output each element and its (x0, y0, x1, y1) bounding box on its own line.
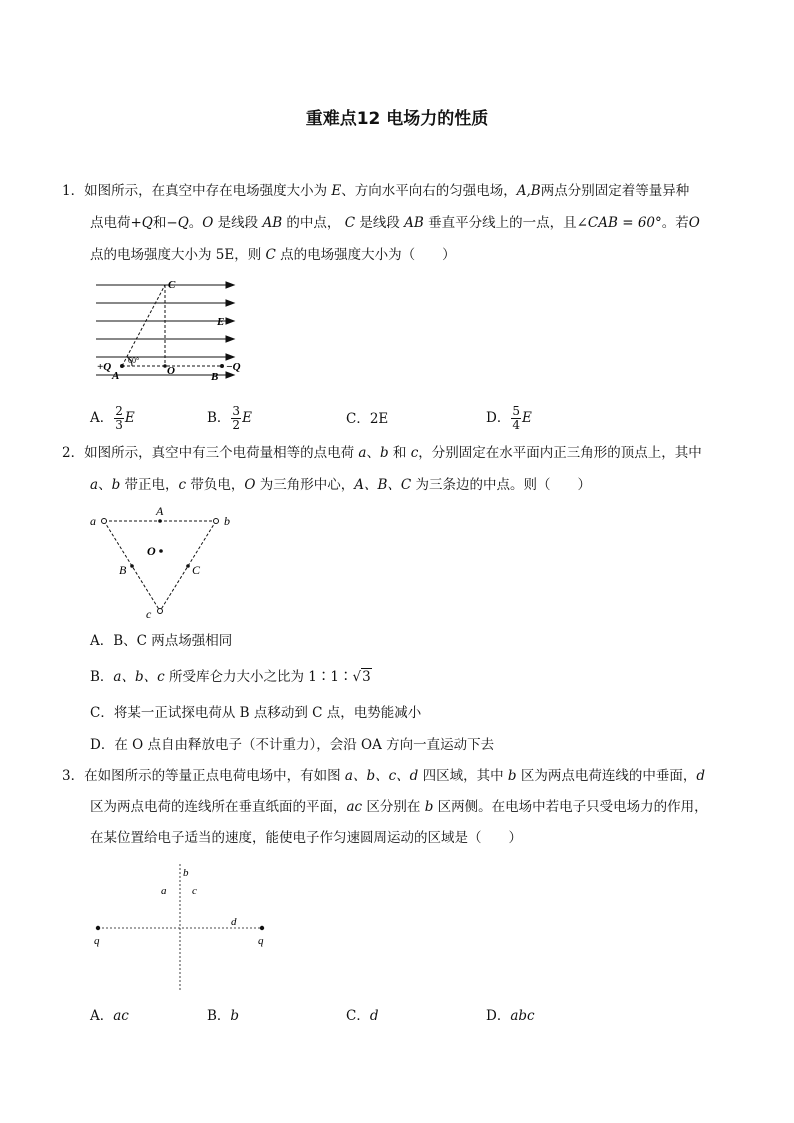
arrowhead (226, 354, 234, 360)
option-text: D．在 O 点自由释放电子（不计重力），会沿 OA 方向一直运动下去 (90, 737, 495, 753)
label-C: C (192, 563, 201, 577)
label-posQ: +Q (97, 361, 112, 373)
q1-text: 的中点， (282, 215, 345, 231)
label-A: A (156, 504, 164, 518)
q1-var-negQ: −Q (166, 215, 189, 231)
option-var: E (521, 410, 532, 426)
q2-var: c (178, 477, 187, 493)
segment-AC (122, 285, 165, 366)
numerator: 3 (232, 404, 241, 418)
q2-line-1 (62, 443, 702, 463)
q1-var-E: E (331, 183, 342, 199)
q3-text: 区为两点电荷的连线所在垂直纸面的平面， (90, 799, 347, 815)
option-var: d (369, 1008, 379, 1024)
option-var: ac (113, 1008, 129, 1024)
q3-text: 区分别在 (362, 799, 425, 815)
q1-option-b[interactable] (207, 405, 252, 432)
q1-text: 是线段 (213, 215, 263, 231)
fraction (114, 405, 124, 432)
label-c: c (192, 885, 197, 897)
point-B (220, 364, 224, 368)
q1-text: 。若 (661, 215, 689, 231)
label-C: C (168, 279, 176, 291)
q1-number: 1． (62, 183, 85, 199)
label-O: O (167, 365, 175, 377)
label-negQ: −Q (226, 361, 241, 373)
q2-number: 2． (62, 445, 85, 461)
q3-text: 在如图所示的等量正点电荷电场中，有如图 (84, 768, 345, 784)
charge-q-right (260, 926, 264, 930)
label-B: B (119, 563, 127, 577)
q1-text: 、方向水平向右的匀强电场， (341, 183, 517, 199)
option-letter: B． (90, 669, 114, 685)
q1-line-1 (62, 181, 689, 201)
arrowhead (226, 282, 234, 288)
option-vars: a、b、c (113, 669, 165, 685)
numerator: 5 (512, 404, 520, 418)
q1-var-O: O (202, 215, 214, 231)
option-letter: D． (486, 1008, 511, 1024)
q1-text: 和 (152, 215, 167, 231)
option-text: C．2E (346, 411, 389, 427)
numerator: 2 (115, 404, 123, 418)
q2-var: O (244, 477, 256, 493)
q1-text: 垂直平分线上的一点，且 (423, 215, 577, 231)
label-a: a (90, 514, 96, 528)
q1-text: 。 (188, 215, 203, 231)
q1-var-AB: AB (404, 215, 424, 231)
point-O (159, 549, 163, 553)
q3-option-c[interactable] (346, 1006, 379, 1026)
q1-text: 点的电场强度大小为（ ） (275, 247, 456, 263)
q2-var: a (358, 445, 367, 461)
q1-option-d[interactable] (486, 405, 532, 432)
q1-var-posQ: +Q (130, 215, 153, 231)
label-d: d (231, 916, 237, 928)
q2-var: b (379, 445, 389, 461)
denominator: 4 (512, 418, 520, 432)
q2-text: 如图所示，真空中有三个电荷量相等的点电荷 (84, 445, 359, 461)
q2-text: 带负电， (186, 477, 245, 493)
arrowhead (226, 318, 234, 324)
q2-line-2 (90, 475, 591, 495)
q2-text: 、 (98, 477, 112, 493)
q2-text: 、 (366, 445, 380, 461)
point-C (186, 564, 190, 568)
option-letter: C． (346, 1008, 370, 1024)
label-b: b (183, 867, 189, 879)
option-letter: B． (207, 410, 231, 426)
q2-option-c[interactable] (90, 703, 421, 723)
q3-text: 区为两点电荷连线的中垂面， (516, 768, 697, 784)
q3-option-a[interactable] (90, 1006, 129, 1026)
q1-text: 两点分别固定着等量异种 (540, 183, 690, 199)
q3-line-2 (90, 797, 708, 817)
point-A (120, 364, 124, 368)
option-var: E (242, 410, 252, 426)
option-var: abc (510, 1008, 535, 1024)
option-text: C．将某一正试探电荷从 B 点移动到 C 点，电势能减小 (90, 705, 422, 721)
q2-var: b (111, 477, 121, 493)
q3-line-1 (62, 766, 705, 786)
option-letter: D． (486, 410, 511, 426)
fraction (231, 405, 241, 432)
charge-b (214, 519, 219, 524)
q3-option-b[interactable] (207, 1006, 239, 1026)
option-var: E (124, 410, 135, 426)
q3-var: a、b、c、d (344, 768, 419, 784)
label-A: A (112, 370, 120, 382)
q3-option-d[interactable] (486, 1006, 535, 1026)
q1-line-2 (90, 213, 700, 233)
denominator: 3 (115, 418, 123, 432)
q2-option-d[interactable] (90, 735, 494, 755)
q1-text: 点的电场强度大小为 5E，则 (90, 247, 266, 263)
q3-text: 四区域，其中 (418, 768, 508, 784)
q2-var: c (410, 445, 419, 461)
q3-var: ac (346, 799, 363, 815)
option-letter: A． (90, 410, 114, 426)
label-a: a (161, 885, 167, 897)
fraction (511, 405, 521, 432)
q2-text: ，分别固定在水平面内正三角形的顶点上，其中 (418, 445, 702, 461)
q1-text: 如图所示，在真空中存在电场强度大小为 (84, 183, 332, 199)
q2-option-a[interactable] (90, 631, 232, 651)
label-b: b (224, 514, 230, 528)
radicand: 3 (362, 669, 371, 685)
charge-c (158, 609, 163, 614)
q3-text: 在某位置给电子适当的速度，能使电子作匀速圆周运动的区域是（ ） (90, 830, 522, 846)
label-B: B (211, 371, 219, 383)
q3-number: 3． (62, 768, 85, 784)
q3-var: b (424, 799, 434, 815)
q1-option-c[interactable] (346, 409, 388, 429)
q1-text: 点电荷 (90, 215, 131, 231)
arrowhead (226, 336, 234, 342)
q1-angle: ∠CAB = 60° (576, 215, 662, 231)
option-letter: B． (207, 1008, 231, 1024)
q2-text: 为三条边的中点。则（ ） (411, 477, 592, 493)
charge-a (102, 519, 107, 524)
q1-var-AB: A,B (516, 183, 541, 199)
q1-text: 是线段 (355, 215, 405, 231)
label-q-left: q (94, 935, 100, 947)
option-text: 所受库仑力大小之比为 1∶1∶ (164, 669, 353, 685)
option-var: b (230, 1008, 240, 1024)
sqrt: √3 (352, 669, 371, 685)
q3-var: b (507, 768, 517, 784)
q2-option-b[interactable] (90, 667, 372, 687)
label-c: c (146, 607, 152, 621)
q3-text: 区两侧。在电场中若电子只受电场力的作用， (433, 799, 708, 815)
arrowhead (226, 300, 234, 306)
page-title: 重难点12 电场力的性质 (305, 109, 489, 129)
q1-var-C: C (265, 247, 276, 263)
q3-figure (88, 860, 278, 995)
option-letter: A． (90, 1008, 114, 1024)
q2-text: 带正电， (120, 477, 179, 493)
label-q-right: q (258, 935, 264, 947)
q1-var-AB: AB (262, 215, 283, 231)
q2-var: a (90, 477, 99, 493)
q1-figure (92, 272, 242, 384)
point-B (130, 564, 134, 568)
q3-var: d (696, 768, 705, 784)
label-60: 60° (128, 356, 140, 365)
denominator: 2 (232, 418, 241, 432)
option-text: A．B、C 两点场强相同 (90, 633, 233, 649)
label-O: O (147, 544, 156, 558)
q2-var: A、B、C (354, 477, 412, 493)
label-E: E (217, 316, 225, 328)
charge-q-left (96, 926, 100, 930)
q2-text: 为三角形中心， (255, 477, 355, 493)
q1-line-3 (90, 245, 456, 265)
q2-figure (88, 504, 248, 622)
point-A (158, 519, 162, 523)
q1-option-a[interactable] (90, 405, 135, 432)
q2-text: 和 (388, 445, 411, 461)
q1-var-C: C (344, 215, 356, 231)
q1-var-O: O (688, 215, 700, 231)
q3-line-3 (90, 828, 522, 848)
